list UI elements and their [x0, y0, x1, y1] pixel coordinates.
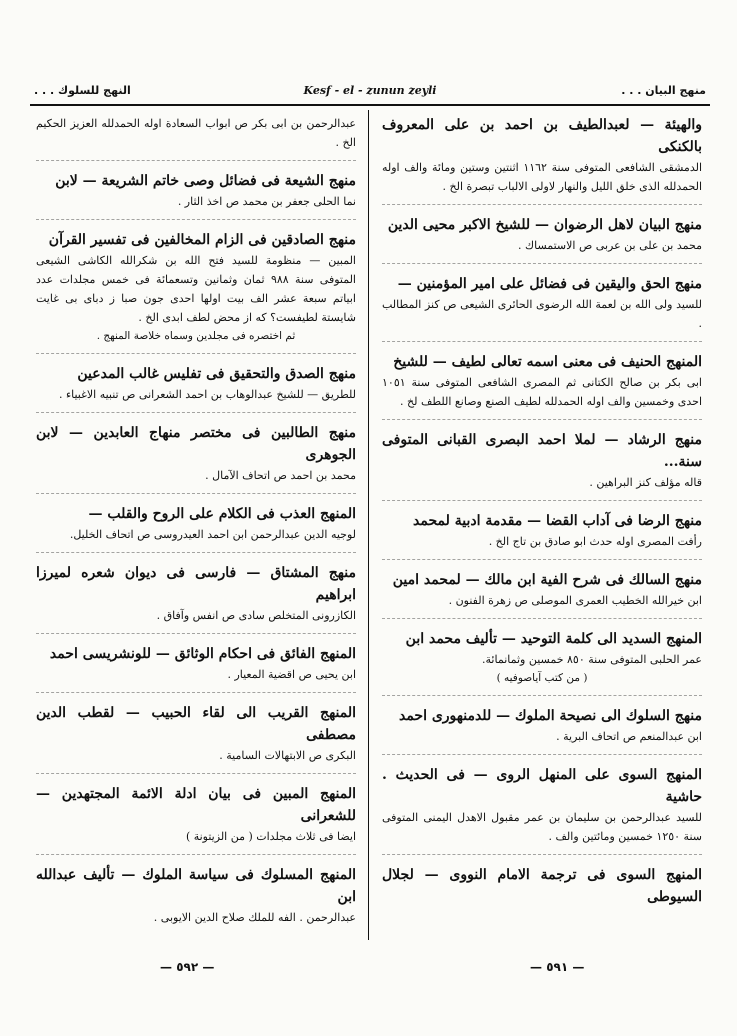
entry [36, 422, 356, 494]
entry-body: ابن عبدالمنعم ص اتحاف البرية . [556, 730, 702, 743]
entry [382, 705, 702, 755]
entry-body: للسيد ولى الله بن لعمة الله الرضوى الحائرى الشيعى ص كنز المطالب . [382, 298, 702, 330]
entry [36, 229, 356, 354]
entry-heading: والهيئة — لعبدالطيف بن احمد بن على المعروف بالكنكى [382, 117, 702, 155]
entry-body: للسيد عبدالرحمن بن سليمان بن عمر مقبول الاهدل اليمنى المتوفى سنة ١٢٥٠ خمسين ومائتين والف . [382, 811, 702, 843]
entry-body: ابن يحيى ص اقضية المعيار . [227, 668, 356, 681]
entry-heading: المنهج المسلوك فى سياسة الملوك — تأليف عبدالله ابن [36, 867, 356, 905]
header-rule [30, 104, 710, 106]
entry-body: عبدالرحمن . الفه للملك صلاح الدين الايوبى . [153, 911, 356, 924]
entry-heading: المنهج السوى فى ترجمة الامام النووى — لجلال السيوطى [382, 867, 702, 905]
entry [382, 351, 702, 420]
entry-heading: منهج البيان لاهل الرضوان — للشيخ الاكبر محيى الدين [387, 217, 702, 233]
entry-heading: المنهج الفائق فى احكام الوثائق — للونشريسى احمد [49, 646, 356, 662]
entry-heading: منهج الصادقين فى الزام المخالفين فى تفسير القرآن [48, 232, 356, 248]
entry-heading: منهج المشتاق — فارسى فى ديوان شعره لميرزا ابراهيم [36, 565, 356, 603]
entry-body: نما الحلى جعفر بن محمد ص اخذ الثار . [177, 195, 356, 208]
header-center-title: Kesf - el - zunun zeyli [303, 84, 437, 97]
entry-heading: المنهج القريب الى لقاء الحبيب — لقطب الدين مصطفى [36, 705, 356, 743]
entry-heading: منهج الحق واليقين فى فضائل على امير المؤمنين — [397, 276, 702, 292]
entry [382, 273, 702, 342]
entry-heading: منهج الصدق والتحقيق فى تفليس غالب المدعين [77, 366, 356, 382]
entry [36, 702, 356, 774]
entry [382, 864, 702, 916]
entry-heading: المنهج المبين فى بيان ادلة الائمة المجتهدين — للشعرانى [36, 786, 356, 824]
dictionary-page [30, 80, 710, 1000]
running-header [30, 80, 710, 102]
entry-heading: منهج الشيعة فى فضائل وصى خاتم الشريعة — لابن [55, 173, 356, 189]
entry [36, 864, 356, 935]
entry-note: ( من كتب آياصوفيه ) [496, 672, 588, 684]
entry-body: ابن خيرالله الخطيب العمرى الموصلى ص زهرة الفنون . [448, 594, 702, 607]
entry-body: محمد بن على بن عربى ص الاستمساك . [518, 239, 702, 252]
entry [36, 643, 356, 693]
entry-body: للطريق — للشيخ عبدالوهاب بن احمد الشعرانى ص تنبيه الاغبياء . [58, 388, 356, 401]
entry [382, 510, 702, 560]
entry-heading: المنهج الحنيف فى معنى اسمه تعالى لطيف — للشيخ [393, 354, 702, 370]
entry [382, 429, 702, 501]
entry-body: عبدالرحمن بن ابى بكر ص ابواب السعادة اوله الحمدلله العزيز الحكيم الخ . [36, 117, 356, 149]
entry-heading: منهج الرضا فى آداب القضا — مقدمة ادبية لمحمد [413, 513, 702, 529]
entry [382, 628, 702, 696]
entry [382, 764, 702, 855]
entry-body: ايضا فى ثلاث مجلدات ( من الزيتونة ) [185, 830, 356, 843]
entry [36, 783, 356, 855]
entry-heading: منهج السالك فى شرح الفية ابن مالك — لمحمد امين [392, 572, 702, 588]
entry [382, 569, 702, 619]
entry-heading: منهج الرشاد — لملا احمد البصرى القبانى المتوفى سنة... [382, 432, 702, 470]
entry-body: الكازرونى المتخلص سادى ص انفس وآفاق . [156, 609, 356, 622]
entry [36, 170, 356, 220]
entry [36, 503, 356, 553]
header-right-title: منهج البيان . . . [621, 84, 706, 97]
entry-heading: منهج الطالبين فى مختصر منهاج العابدين — لابن الجوهرى [36, 425, 356, 463]
entry [382, 114, 702, 205]
entry [382, 214, 702, 264]
entry [36, 363, 356, 413]
entry-body: محمد بن احمد ص اتحاف الآمال . [205, 469, 356, 482]
entry-body: البكرى ص الابتهالات السامية . [219, 749, 356, 762]
entry-heading: منهج السلوك الى نصيحة الملوك — للدمنهورى احمد [398, 708, 702, 724]
page-number-left: — ٥٩٢ — [160, 960, 215, 974]
entry [36, 562, 356, 634]
left-column [36, 114, 356, 944]
page-number-right: — ٥٩١ — [530, 960, 585, 974]
entry-body: عمر الحلبى المتوفى سنة ٨٥٠ خمسين وثمانمائة. [482, 653, 702, 666]
entry-body: ابى بكر بن صالح الكتانى ثم المصرى الشافعى المتوفى سنة ١٠٥١ احدى وخمسين والف اوله الحمدلله لطيف الصنع وصانع اللطف لخ . [382, 376, 702, 408]
entry-body: المبين — منظومة للسيد فتح الله بن شكرالله الكاشى الشيعى المتوفى سنة ٩٨٨ ثمان وثمانين وتسعمائة فى خمس مجلدات عدد ابياتم سبعة عشر الف بيت اولها احدى جون صبا ز دباى بى غايت شايستة لطيفست؟ كه از محض لطف ابدى الخ . [36, 254, 356, 324]
column-divider [368, 110, 369, 940]
entry-body: رأفت المصرى اوله حدث ابو صادق بن تاج الخ . [488, 535, 702, 548]
entry-body: الدمشقى الشافعى المتوفى سنة ١١٦٢ اثنتين وستين ومائة والف اوله الحمدلله الذى خلق الليل والنهار لاولى الالباب تبصرة الخ . [382, 161, 702, 193]
right-column [382, 114, 702, 944]
entry-heading: المنهج العذب فى الكلام على الروح والقلب — [88, 506, 356, 522]
header-left-title: النهج للسلوك . . . [34, 84, 131, 97]
entry-body: لوجيه الدين عبدالرحمن ابن احمد العيدروسى ص اتحاف الخليل. [69, 528, 356, 541]
entry-heading: المنهج السديد الى كلمة التوحيد — تأليف محمد ابن [405, 631, 702, 647]
entry-body: قاله مؤلف كنز البراهين . [589, 476, 702, 489]
entry [36, 114, 356, 161]
entry-heading: المنهج السوى على المنهل الروى — فى الحديث . حاشية [382, 767, 702, 805]
entry-note: ثم اختصره فى مجلدين وسماه خلاصة المنهج . [96, 330, 296, 342]
